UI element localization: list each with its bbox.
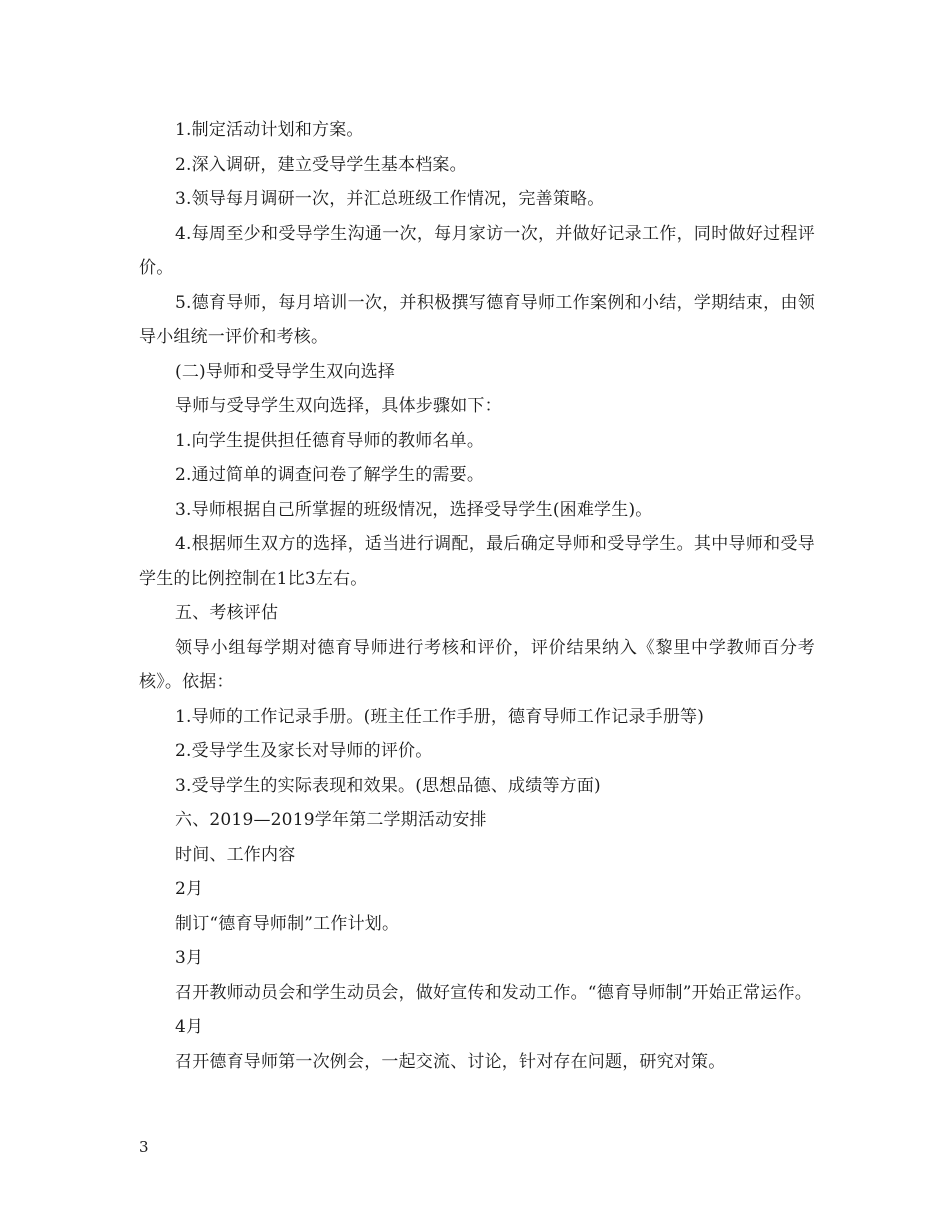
- paragraph: 1.制定活动计划和方案。: [175, 120, 364, 140]
- schedule-month: 2月: [175, 879, 204, 899]
- document-body: [139, 113, 815, 1079]
- paragraph: 4.每周至少和受导学生沟通一次，每月家访一次，并做好记录工作，同时做好过程评价。: [139, 223, 815, 278]
- schedule-item: 召开德育导师第一次例会，一起交流、讨论，针对存在问题，研究对策。: [175, 1051, 726, 1072]
- section-heading: 六、2019—2019学年第二学期活动安排: [175, 810, 487, 830]
- paragraph: 3.受导学生的实际表现和效果。(思想品德、成绩等方面): [175, 775, 601, 796]
- paragraph: 2.深入调研，建立受导学生基本档案。: [175, 154, 467, 175]
- schedule-item: 召开教师动员会和学生动员会，做好宣传和发动工作。“德育导师制”开始正常运作。: [175, 982, 812, 1003]
- paragraph: 领导小组每学期对德育导师进行考核和评价，评价结果纳入《黎里中学教师百分考核》。依据：: [139, 637, 815, 692]
- paragraph: 2.通过简单的调查问卷了解学生的需要。: [175, 465, 485, 485]
- paragraph: 1.向学生提供担任德育导师的教师名单。: [175, 430, 485, 451]
- schedule-month: 3月: [175, 948, 204, 968]
- paragraph: 3.领导每月调研一次，并汇总班级工作情况，完善策略。: [175, 189, 605, 209]
- paragraph: 导师与受导学生双向选择，具体步骤如下：: [175, 396, 502, 416]
- schedule-item: 制订“德育导师制”工作计划。: [175, 913, 400, 934]
- paragraph: 1.导师的工作记录手册。(班主任工作手册，德育导师工作记录手册等): [175, 706, 705, 727]
- paragraph: 4.根据师生双方的选择，适当进行调配，最后确定导师和受导学生。其中导师和受导学生的比例控制在1比3左右。: [139, 534, 815, 589]
- paragraph: 时间、工作内容: [175, 844, 296, 865]
- page-number: 3: [139, 1138, 149, 1156]
- paragraph: 2.受导学生及家长对导师的评价。: [175, 741, 433, 761]
- section-heading: 五、考核评估: [175, 603, 279, 623]
- section-heading: (二)导师和受导学生双向选择: [175, 361, 396, 382]
- schedule-month: 4月: [175, 1017, 204, 1037]
- paragraph: 3.导师根据自己所掌握的班级情况，选择受导学生(困难学生)。: [175, 499, 653, 520]
- paragraph: 5.德育导师，每月培训一次，并积极撰写德育导师工作案例和小结，学期结束，由领导小组统一评价和考核。: [139, 292, 815, 347]
